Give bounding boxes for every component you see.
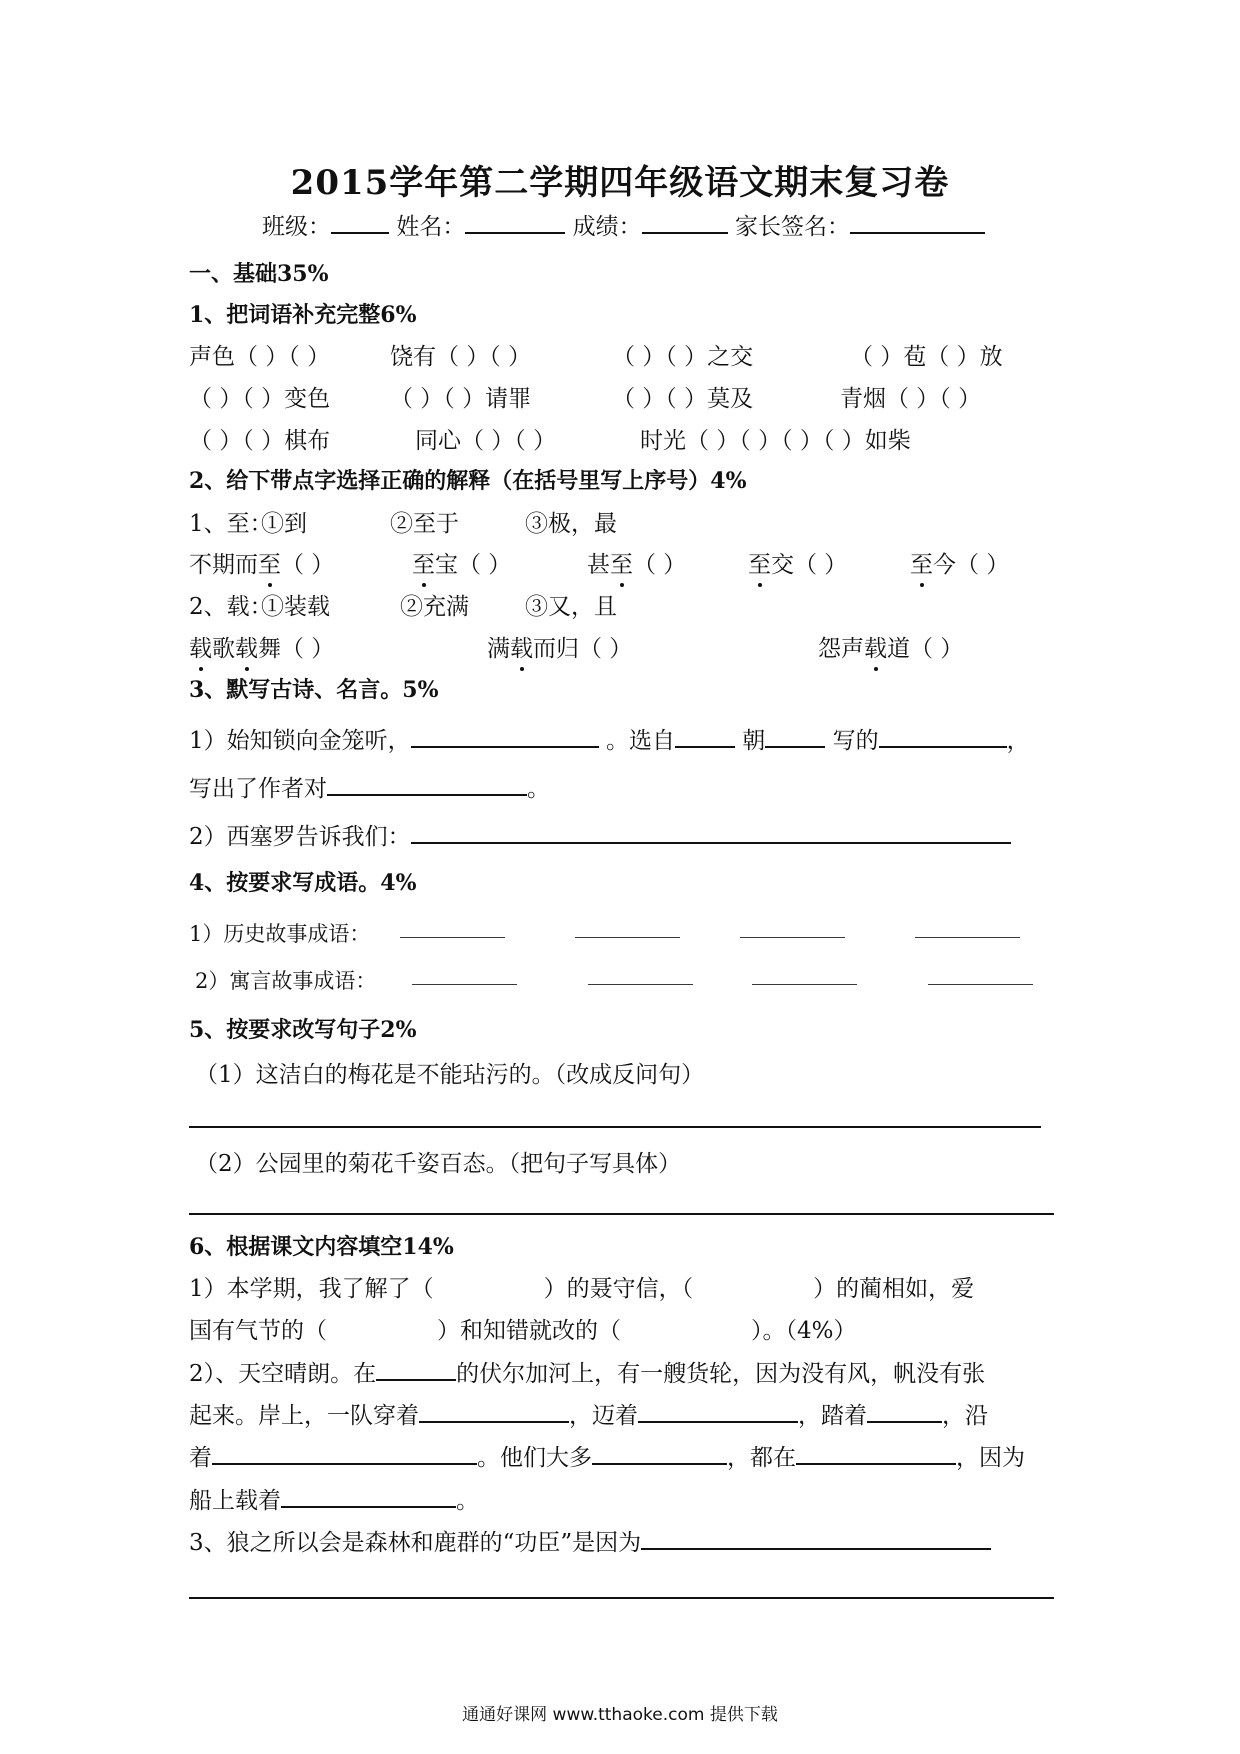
fill-line: 1）本学期，我了解了（ ）的聂守信，（ ）的蔺相如，爱 — [189, 1276, 975, 1302]
parent-signature-blank[interactable] — [850, 210, 985, 234]
question-heading: 3、默写古诗、名言。5% — [189, 677, 439, 703]
dotted-character: 载 — [189, 636, 212, 662]
answer-blank[interactable] — [281, 1484, 456, 1508]
option: ②充满 — [400, 594, 469, 620]
section-heading: 一、基础35% — [189, 261, 329, 287]
fill-line: 着 。他们大多 ，都在 ，因为 — [189, 1439, 1025, 1472]
answer-blank[interactable] — [867, 1399, 942, 1423]
dotted-character: 至 — [748, 552, 771, 578]
idiom-line: 1）历史故事成语： — [189, 922, 371, 946]
score-label: 成绩： — [572, 214, 642, 240]
name-label: 姓名： — [396, 214, 466, 240]
answer-line[interactable] — [189, 1213, 1054, 1215]
dotted-word-item: 载歌载舞（ ） — [189, 636, 335, 662]
answer-blank[interactable] — [419, 1399, 569, 1423]
dotted-character: 载 — [235, 636, 258, 662]
fill-item: （ ）（ ）之交 — [612, 344, 754, 370]
question-heading: 1、把词语补充完整6% — [189, 302, 417, 328]
answer-blank[interactable] — [376, 1357, 456, 1381]
dotted-character: 至 — [610, 552, 633, 578]
answer-blank[interactable] — [327, 772, 527, 796]
class-blank[interactable] — [331, 210, 389, 234]
dotted-word-item: 怨声载道（ ） — [818, 636, 964, 662]
idiom-blank[interactable]: __________ — [400, 914, 505, 938]
student-info-line — [262, 208, 985, 241]
answer-line[interactable] — [189, 1597, 1054, 1599]
fill-line: 船上载着 。 — [189, 1482, 479, 1515]
sub-question-label: 2、载： — [189, 594, 273, 620]
fill-item: 声色（ ）（ ） — [189, 344, 331, 370]
fill-line: 起来。岸上，一队穿着 ，迈着 ，踏着 ，沿 — [189, 1397, 988, 1430]
idiom-blank[interactable]: __________ — [575, 914, 680, 938]
dotted-word-item: 甚至（ ） — [587, 552, 687, 578]
fill-item: （ ）（ ）变色 — [189, 386, 331, 412]
dotted-character: 载 — [510, 636, 533, 662]
option: ①到 — [261, 511, 307, 537]
answer-blank[interactable] — [638, 1399, 798, 1423]
answer-line[interactable] — [189, 1126, 1041, 1128]
parent-signature-label: 家长签名： — [734, 214, 850, 240]
fill-item: 时光（ ）（ ）（ ）（ ）如柴 — [640, 428, 911, 454]
fill-item: （ ）（ ）莫及 — [612, 386, 754, 412]
fill-line: 国有气节的（ ）和知错就改的（ ）。（4%） — [189, 1318, 857, 1344]
class-label: 班级： — [262, 214, 331, 240]
answer-blank[interactable] — [641, 1526, 991, 1550]
answer-blank[interactable] — [411, 820, 1011, 844]
sentence-task: （2）公园里的菊花千姿百态。（把句子写具体） — [195, 1151, 682, 1177]
dotted-word-item: 至宝（ ） — [412, 552, 512, 578]
dotted-character: 载 — [864, 636, 887, 662]
score-blank[interactable] — [642, 210, 728, 234]
poem-line: 写出了作者对 。 — [189, 770, 550, 803]
idiom-blank[interactable]: __________ — [752, 961, 857, 985]
dotted-character: 至 — [412, 552, 435, 578]
dotted-word-item: 至交（ ） — [748, 552, 848, 578]
fill-line: 2）、天空晴朗。在 的伏尔加河上，有一艘货轮，因为没有风，帆没有张 — [189, 1355, 985, 1388]
sub-question-label: 1、至： — [189, 511, 273, 537]
answer-blank[interactable] — [879, 724, 1007, 748]
answer-blank[interactable] — [675, 724, 735, 748]
footer-source: 通通好课网 www.tthaoke.com 提供下载 — [462, 1705, 778, 1725]
fill-item: 饶有（ ）（ ） — [390, 344, 532, 370]
dotted-character: 至 — [910, 552, 933, 578]
dotted-word-item: 不期而至（ ） — [189, 552, 335, 578]
option: ③极，最 — [525, 511, 617, 537]
question-heading: 5、按要求改写句子2% — [189, 1017, 417, 1043]
fill-line: 3、狼之所以会是森林和鹿群的“功臣”是因为 — [189, 1524, 991, 1557]
quote-line: 2）西塞罗告诉我们： — [189, 818, 1011, 851]
option: ③又，且 — [525, 594, 617, 620]
dotted-character: 至 — [258, 552, 281, 578]
sentence-task: （1）这洁白的梅花是不能玷污的。（改成反问句） — [195, 1062, 705, 1088]
question-heading: 2、给下带点字选择正确的解释（在括号里写上序号）4% — [189, 468, 747, 494]
idiom-blank[interactable]: __________ — [588, 961, 693, 985]
option: ①装载 — [261, 594, 330, 620]
name-blank[interactable] — [465, 210, 565, 234]
fill-item: （ ）（ ）棋布 — [189, 428, 331, 454]
answer-blank[interactable] — [212, 1441, 477, 1465]
poem-line: 1）始知锁向金笼听， 。选自 朝 写的 ， — [189, 722, 1030, 755]
idiom-line: 2）寓言故事成语： — [195, 969, 377, 993]
page-title: 2015学年第二学期四年级语文期末复习卷 — [290, 163, 950, 203]
answer-blank[interactable] — [765, 724, 825, 748]
idiom-blank[interactable]: __________ — [412, 961, 517, 985]
question-heading: 6、根据课文内容填空14% — [189, 1234, 454, 1260]
fill-item: 同心（ ）（ ） — [415, 428, 557, 454]
idiom-blank[interactable]: __________ — [915, 914, 1020, 938]
answer-blank[interactable] — [592, 1441, 727, 1465]
fill-item: （ ）（ ）请罪 — [390, 386, 532, 412]
fill-item: （ ）苞（ ）放 — [850, 344, 1003, 370]
fill-item: 青烟（ ）（ ） — [840, 386, 982, 412]
option: ②至于 — [390, 511, 459, 537]
idiom-blank[interactable]: __________ — [740, 914, 845, 938]
dotted-word-item: 至今（ ） — [910, 552, 1010, 578]
answer-blank[interactable] — [796, 1441, 956, 1465]
question-heading: 4、按要求写成语。4% — [189, 870, 417, 896]
answer-blank[interactable] — [411, 724, 599, 748]
dotted-word-item: 满载而归（ ） — [487, 636, 633, 662]
idiom-blank[interactable]: __________ — [928, 961, 1033, 985]
